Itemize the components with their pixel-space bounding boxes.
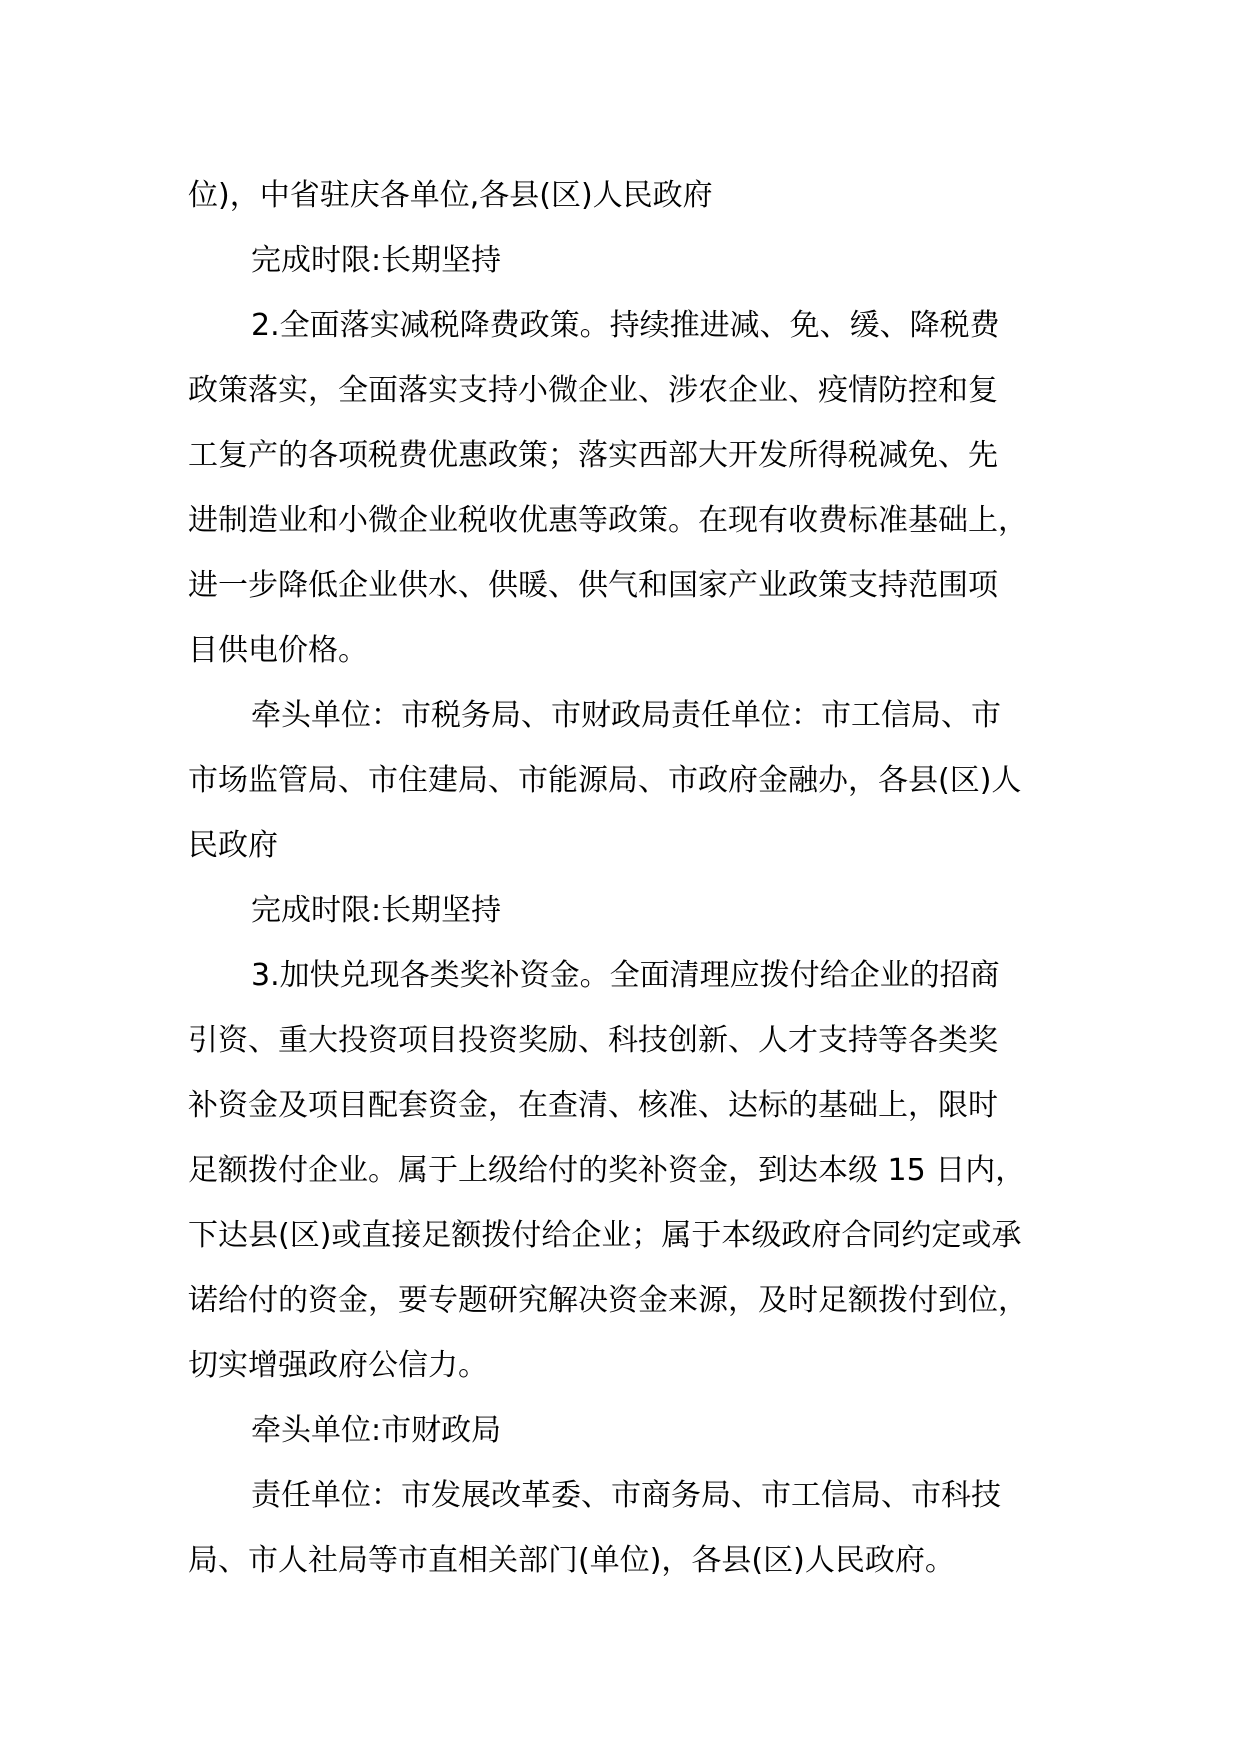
text-line: 工复产的各项税费优惠政策；落实西部大开发所得税减免、先 bbox=[188, 438, 998, 473]
lead-unit-line: 牵头单位:市财政局 bbox=[251, 1413, 502, 1448]
text-line: 政策落实，全面落实支持小微企业、涉农企业、疫情防控和复 bbox=[188, 373, 998, 408]
text-line: 补资金及项目配套资金，在查清、核准、达标的基础上，限时 bbox=[188, 1088, 998, 1123]
text-line: 诺给付的资金，要专题研究解决资金来源，及时足额拨付到位， bbox=[188, 1283, 1028, 1318]
text-line: 局、市人社局等市直相关部门(单位)，各县(区)人民政府。 bbox=[188, 1543, 955, 1578]
text-line: 引资、重大投资项目投资奖励、科技创新、人才支持等各类奖 bbox=[188, 1023, 998, 1058]
text-line: 民政府 bbox=[188, 828, 278, 863]
text-line: 进制造业和小微企业税收优惠等政策。在现有收费标准基础上， bbox=[188, 503, 1028, 538]
text-line: 市场监管局、市住建局、市能源局、市政府金融办，各县(区)人 bbox=[188, 763, 1022, 798]
lead-unit-line: 牵头单位：市税务局、市财政局责任单位：市工信局、市 bbox=[251, 698, 1001, 733]
deadline-line: 完成时限:长期坚持 bbox=[251, 893, 502, 928]
text-line: 进一步降低企业供水、供暖、供气和国家产业政策支持范围项 bbox=[188, 568, 998, 603]
text-line: 目供电价格。 bbox=[188, 633, 368, 668]
text-line: 下达县(区)或直接足额拨付给企业；属于本级政府合同约定或承 bbox=[188, 1218, 1022, 1253]
responsible-unit-line: 责任单位：市发展改革委、市商务局、市工信局、市科技 bbox=[251, 1478, 1001, 1513]
text-line: 切实增强政府公信力。 bbox=[188, 1348, 488, 1383]
deadline-line: 完成时限:长期坚持 bbox=[251, 243, 502, 278]
text-line: 足额拨付企业。属于上级给付的奖补资金，到达本级 15 日内， bbox=[188, 1153, 1026, 1188]
item-3-heading-line: 3.加快兑现各类奖补资金。全面清理应拨付给企业的招商 bbox=[251, 958, 1000, 993]
text-line: 位)，中省驻庆各单位,各县(区)人民政府 bbox=[188, 178, 713, 213]
item-2-heading-line: 2.全面落实减税降费政策。持续推进减、免、缓、降税费 bbox=[251, 308, 1000, 343]
